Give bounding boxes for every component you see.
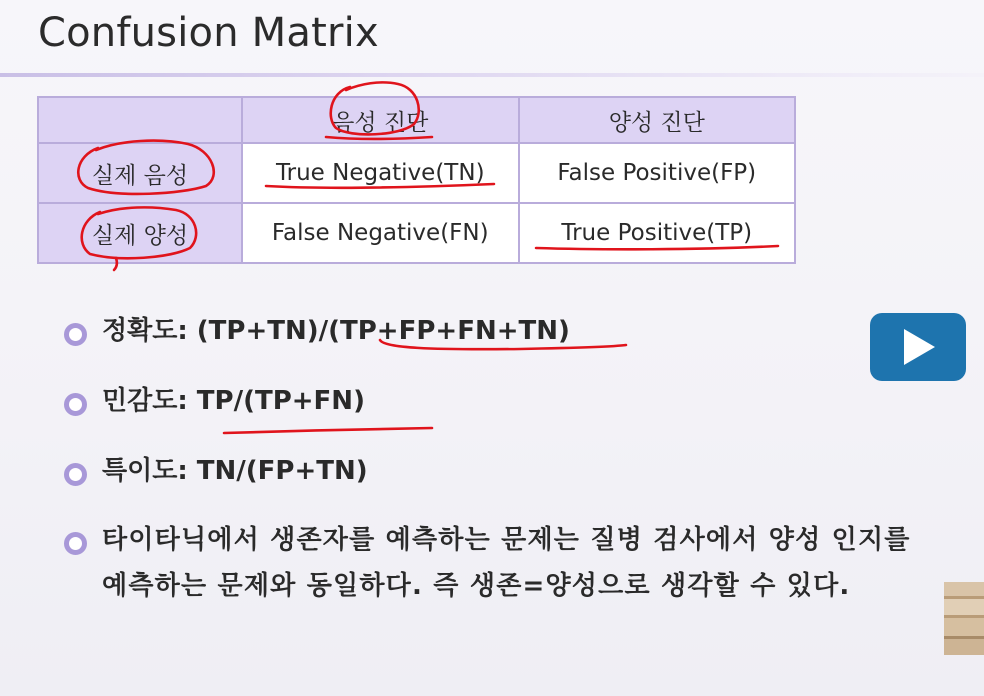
circle-bullet-icon: [64, 532, 87, 555]
play-icon: [898, 326, 938, 368]
circle-bullet-icon: [64, 463, 87, 486]
header-negative-diagnosis: 음성 진단: [242, 97, 519, 143]
confusion-matrix-table: [37, 96, 796, 264]
cell-false-negative: False Negative(FN): [242, 203, 519, 263]
slide-title: Confusion Matrix: [38, 10, 379, 56]
row-label-actual-positive: 실제 양성: [38, 203, 242, 263]
bullet-text: 특이도: TN/(FP+TN): [102, 456, 368, 486]
circle-bullet-icon: [64, 393, 87, 416]
circle-bullet-icon: [64, 323, 87, 346]
cell-false-positive: False Positive(FP): [519, 143, 795, 203]
title-divider: [0, 73, 984, 77]
header-empty-cell: [38, 97, 242, 143]
cell-true-negative: True Negative(TN): [242, 143, 519, 203]
table-row: [38, 143, 795, 203]
play-button[interactable]: [870, 313, 966, 381]
bullet-text: 정확도: (TP+TN)/(TP+FP+FN+TN): [102, 316, 570, 346]
bullet-specificity: [64, 456, 368, 494]
book-stack-icon: [944, 580, 984, 660]
row-label-actual-negative: 실제 음성: [38, 143, 242, 203]
bullet-sensitivity: [64, 386, 365, 424]
cell-true-positive: True Positive(TP): [519, 203, 795, 263]
header-positive-diagnosis: 양성 진단: [519, 97, 795, 143]
bullet-text: 민감도: TP/(TP+FN): [102, 386, 365, 416]
table-row: [38, 203, 795, 263]
bullet-text: 타이타닉에서 생존자를 예측하는 문제는 질병 검사에서 양성 인지를 예측하는 문제와 동일하다. 즉 생존=양성으로 생각할 수 있다.: [102, 525, 911, 601]
annotation-underline-sensitivity: [224, 428, 432, 433]
bullet-accuracy: [64, 316, 570, 354]
bullet-titanic-note: [64, 525, 932, 609]
table-header-row: [38, 97, 795, 143]
